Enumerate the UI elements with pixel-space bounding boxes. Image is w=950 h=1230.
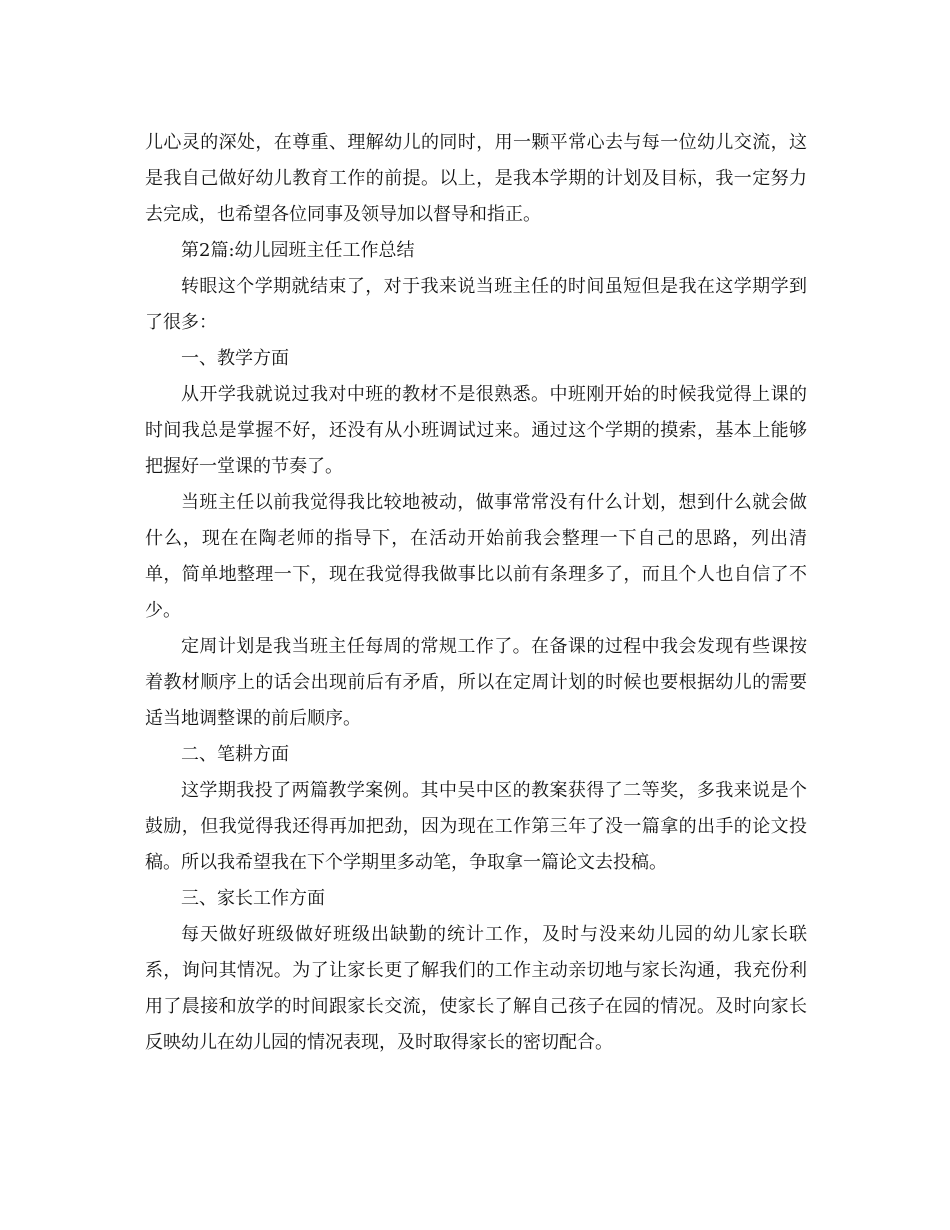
paragraph-continuation: 儿心灵的深处，在尊重、理解幼儿的同时，用一颗平常心去与每一位幼儿交流，这是我自己做好幼儿教育工作的前提。以上，是我本学期的计划及目标，我一定努力去完成，也希望各位同事及领导加以督导和指正。	[145, 132, 807, 225]
section-heading-writing: 二、笔耕方面	[181, 744, 289, 765]
paragraph-teaching-1: 从开学我就说过我对中班的教材不是很熟悉。中班刚开始的时候我觉得上课的时间我总是掌握不好，还没有从小班调试过来。通过这个学期的摸索，基本上能够把握好一堂课的节奏了。	[145, 384, 807, 477]
section-heading-parents: 三、家长工作方面	[181, 888, 325, 909]
paragraph-teaching-2: 当班主任以前我觉得我比较地被动，做事常常没有什么计划，想到什么就会做什么，现在在陶老师的指导下，在活动开始前我会整理一下自己的思路，列出清单，简单地整理一下，现在我觉得我做事比以前有条理多了，而且个人也自信了不少。	[145, 492, 807, 621]
paragraph-intro: 转眼这个学期就结束了，对于我来说当班主任的时间虽短但是我在这学期学到了很多：	[145, 276, 807, 333]
document-body	[145, 125, 807, 1061]
paragraph-teaching-3: 定周计划是我当班主任每周的常规工作了。在备课的过程中我会发现有些课按着教材顺序上的话会出现前后有矛盾，所以在定周计划的时候也要根据幼儿的需要适当地调整课的前后顺序。	[145, 636, 807, 729]
paragraph-writing: 这学期我投了两篇教学案例。其中吴中区的教案获得了二等奖，多我来说是个鼓励，但我觉得我还得再加把劲，因为现在工作第三年了没一篇拿的出手的论文投稿。所以我希望我在下个学期里多动笔，争取拿一篇论文去投稿。	[145, 780, 807, 873]
article-title: 第2篇:幼儿园班主任工作总结	[181, 240, 415, 261]
paragraph-parents: 每天做好班级做好班级出缺勤的统计工作，及时与没来幼儿园的幼儿家长联系，询问其情况。为了让家长更了解我们的工作主动亲切地与家长沟通，我充份利用了晨接和放学的时间跟家长交流，使家长了解自己孩子在园的情况。及时向家长反映幼儿在幼儿园的情况表现，及时取得家长的密切配合。	[145, 924, 807, 1053]
section-heading-teaching: 一、教学方面	[181, 348, 289, 369]
